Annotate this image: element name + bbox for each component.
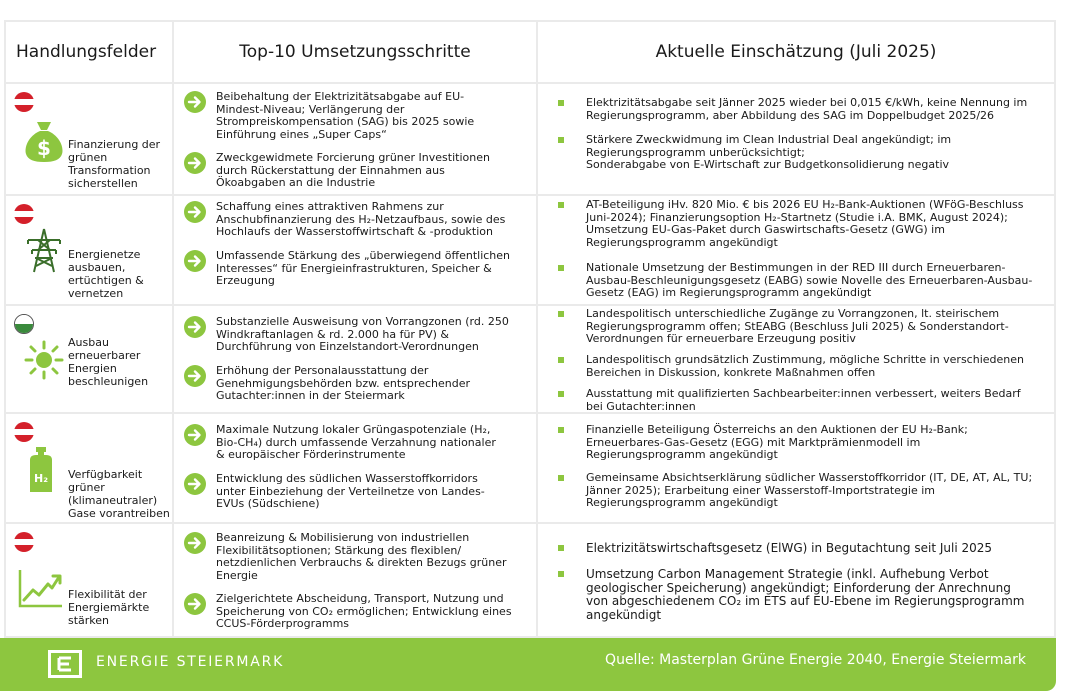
bullet-icon [558,545,564,551]
arrow-right-icon [184,152,206,174]
row-2-field [6,196,172,304]
row-2-steps [174,196,536,304]
arrow-right-icon [184,316,206,338]
energie-steiermark-logo-icon [48,650,82,678]
step-item: Beanreizung & Mobilisierung von industriellen Flexibilitätsoptionen; Stärkung des flexiblen/ netzdienlichen Verbrauchs & direkten Bezugs grüner Energie [184,532,530,582]
assessment-item: Nationale Umsetzung der Bestimmungen in der RED III durch Erneuerbaren- Ausbau-Beschleunigungsgesetz (EABG) sowie Novelle des Erneuerbaren-Ausbau- Gesetz (EAG) im Regierungsprogramm angekündigt [558,262,1046,300]
header-handlungsfelder: Handlungsfelder [6,22,172,82]
bullet-icon [558,357,564,363]
step-item: Zielgerichtete Abscheidung, Transport, Nutzung und Speicherung von CO₂ ermöglichen; Entwicklung eines CCUS-Förderprogramms [184,593,530,631]
arrow-right-icon [184,424,206,446]
arrow-right-icon [184,91,206,113]
step-item: Umfassende Stärkung des „überwiegend öffentlichen Interesses“ für Energieinfrastrukturen, Speicher & Erzeugung [184,250,530,288]
row-4-steps [174,414,536,522]
row-2-assessment [538,196,1054,304]
bullet-icon [558,571,564,577]
row-4-field [6,414,172,522]
step-item: Schaffung eines attraktiven Rahmens zur Anschubfinanzierung des H₂-Netzaufbaus, sowie des Hochlaufs der Wasserstoffwirtschaft & -produktion [184,201,530,239]
bullet-icon [558,265,564,271]
trend-chart-icon [18,568,64,608]
austria-flag-icon [14,532,34,552]
arrow-right-icon [184,593,206,615]
assessment-item: Gemeinsame Absichtserklärung südlicher Wasserstoffkorridor (IT, DE, AT, AL, TU; Jänner 2025); Erarbeitung einer Wasserstoff-Importstrategie im Regierungsprogramm angekündigt [558,472,1046,510]
field-label: Energienetze ausbauen, ertüchtigen & vernetzen [68,248,144,300]
assessment-item: Umsetzung Carbon Management Strategie (inkl. Aufhebung Verbot geologischer Speicherung) angekündigt; Einforderung der Anrechnung von abgeschiedenem CO₂ im ETS auf EU-Ebene im Regierungsprogramm angekündigt [558,568,1046,622]
arrow-right-icon [184,201,206,223]
step-item: Erhöhung der Personalausstattung der Genehmigungsbehörden bzw. entsprechender Gutachter:innen in der Steiermark [184,365,530,403]
svg-text:H₂: H₂ [33,472,49,485]
assessment-item: Landespolitisch unterschiedliche Zugänge zu Vorrangzonen, lt. steirischem Regierungsprogramm offen; StEABG (Beschluss Juli 2025) & Sonderstandort- Verordnungen für erneuerbare Erzeugung positiv [558,308,1046,346]
row-1-assessment [538,84,1054,194]
bullet-icon [558,202,564,208]
step-item: Beibehaltung der Elektrizitätsabgabe auf EU- Mindest-Niveau; Verlängerung der Strompreiskompensation (SAG) bis 2025 sowie Einführung eines „Super Caps“ [184,91,530,141]
brand-name: ENERGIE STEIERMARK [96,654,285,670]
austria-flag-icon [14,92,34,112]
assessment-item: Ausstattung mit qualifizierten Sachbearbeiter:innen verbessert, weiters Bedarf bei Gutachter:innen [558,388,1046,413]
bullet-icon [558,311,564,317]
arrow-right-icon [184,473,206,495]
header-einschaetzung: Aktuelle Einschätzung (Juli 2025) [538,22,1054,82]
power-pylon-icon [20,226,68,274]
bullet-icon [558,475,564,481]
svg-text:$: $ [37,136,51,160]
row-1-field [6,84,172,194]
bullet-icon [558,391,564,397]
sun-icon [22,338,66,382]
row-3-steps [174,306,536,412]
row-5-field [6,524,172,636]
assessment-item: Elektrizitätswirtschaftsgesetz (ElWG) in Begutachtung seit Juli 2025 [558,542,1046,556]
assessment-item: Finanzielle Beteiligung Österreichs an den Auktionen der EU H₂-Bank; Erneuerbares-Gas-Gesetz (EGG) mit Marktprämienmodell im Regierungsprogramm angekündigt [558,424,1046,462]
austria-flag-icon [14,422,34,442]
bullet-icon [558,427,564,433]
source-note: Quelle: Masterplan Grüne Energie 2040, Energie Steiermark [605,652,1026,668]
arrow-right-icon [184,365,206,387]
row-5-assessment [538,524,1054,636]
field-label: Finanzierung der grünen Transformation sicherstellen [68,138,161,190]
step-item: Substanzielle Ausweisung von Vorrangzonen (rd. 250 Windkraftanlagen & rd. 2.000 ha für PV) & Durchführung von Einzelstandort-Verordnungen [184,316,530,354]
field-label: Flexibilität der Energiemärkte stärken [68,588,150,627]
arrow-right-icon [184,532,206,554]
step-item: Maximale Nutzung lokaler Grüngaspotenziale (H₂, Bio-CH₄) durch umfassende Verzahnung nationaler & europäischer Förderinstrumente [184,424,530,462]
row-5-steps [174,524,536,636]
row-4-assessment [538,414,1054,522]
h2-cylinder-icon [24,446,58,494]
austria-flag-icon [14,204,34,224]
footer-bar [0,638,1056,691]
row-3-field [6,306,172,412]
field-label: Verfügbarkeit grüner (klimaneutraler) Gase vorantreiben [68,468,170,520]
bullet-icon [558,137,564,143]
assessment-item: AT-Beteiligung iHv. 820 Mio. € bis 2026 EU H₂-Bank-Auktionen (WFöG-Beschluss Juni-2024); Finanzierungsoption H₂-Startnetz (Studie i.A. BMK, August 2024); Umsetzung EU-Gas-Paket durch Gaswirtschafts-Gesetz (GWG) im Regierungsprogramm angekündigt [558,199,1046,249]
header-umsetzungsschritte: Top-10 Umsetzungsschritte [174,22,536,82]
field-label: Ausbau erneuerbarer Energien beschleunigen [68,336,149,388]
assessment-item: Landespolitisch grundsätzlich Zustimmung, mögliche Schritte in verschiedenen Bereichen in Diskussion, konkrete Maßnahmen offen [558,354,1046,379]
step-item: Zweckgewidmete Forcierung grüner Investitionen durch Rückerstattung der Einnahmen aus Ökoabgaben an die Industrie [184,152,530,190]
row-1-steps [174,84,536,194]
assessment-table [4,20,1056,638]
money-bag-icon [20,116,68,164]
assessment-item: Stärkere Zweckwidmung im Clean Industrial Deal angekündigt; im Regierungsprogramm unberücksichtigt; Sonderabgabe von E-Wirtschaft zur Budgetkonsolidierung negativ [558,134,1046,172]
row-3-assessment [538,306,1054,412]
bullet-icon [558,100,564,106]
arrow-right-icon [184,250,206,272]
styria-flag-icon [14,314,34,334]
assessment-item: Elektrizitätsabgabe seit Jänner 2025 wieder bei 0,015 €/kWh, keine Nennung im Regierungsprogramm, aber Abbildung des SAG im Doppelbudget 2025/26 [558,97,1046,122]
step-item: Entwicklung des südlichen Wasserstoffkorridors unter Einbeziehung der Verteilnetze von Landes- EVUs (Südschiene) [184,473,530,511]
